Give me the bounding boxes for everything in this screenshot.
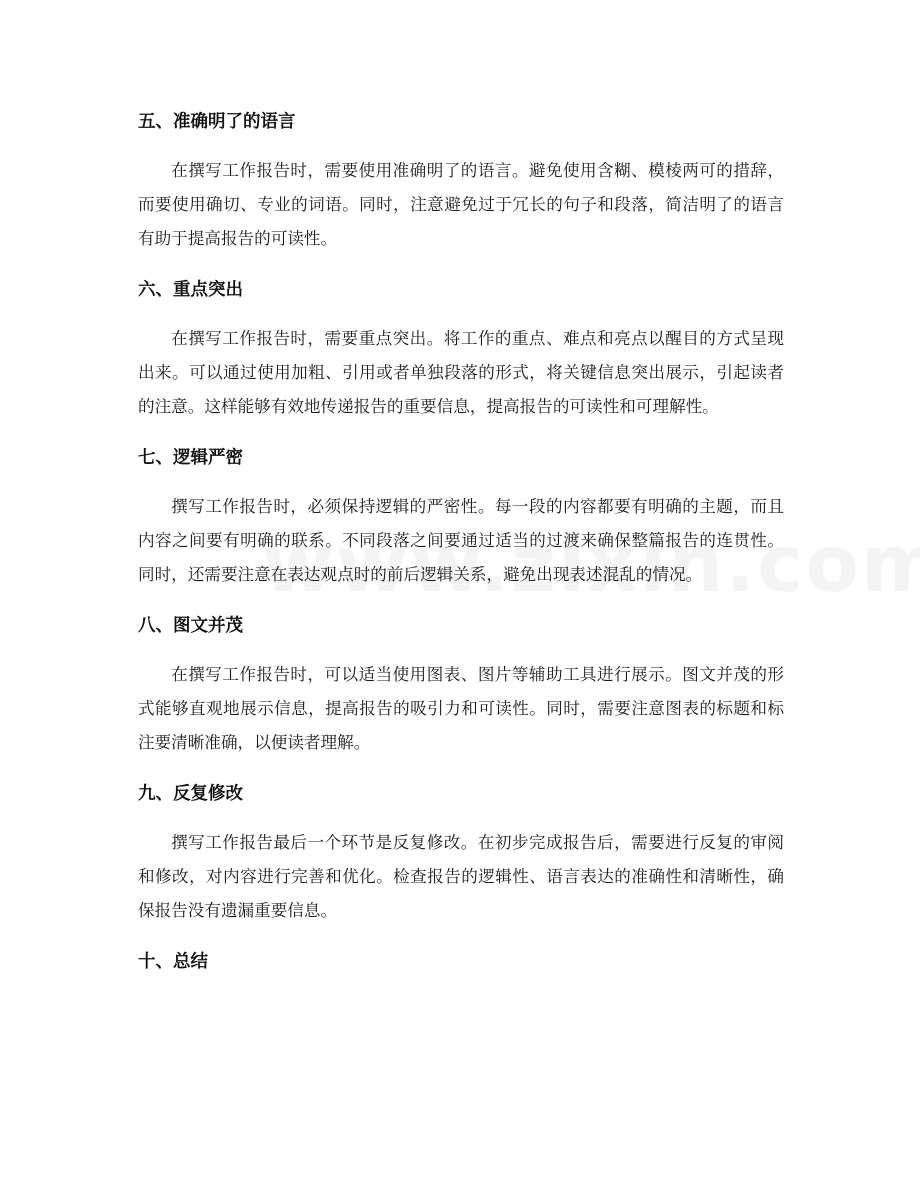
document-body xyxy=(138,102,784,982)
section-heading: 十、总结 xyxy=(138,952,208,972)
section-heading: 九、反复修改 xyxy=(138,784,243,804)
section-5 xyxy=(138,102,784,256)
section-paragraph: 在撰写工作报告时，需要使用准确明了的语言。避免使用含糊、模棱两可的措辞，而要使用确切、专业的词语。同时，注意避免过于冗长的句子和段落，简洁明了的语言有助于提高报告的可读性。 xyxy=(138,161,784,248)
section-heading: 五、准确明了的语言 xyxy=(138,112,296,132)
section-heading: 七、逻辑严密 xyxy=(138,448,243,468)
section-heading: 八、图文并茂 xyxy=(138,616,243,636)
section-paragraph: 在撰写工作报告时，需要重点突出。将工作的重点、难点和亮点以醒目的方式呈现出来。可以通过使用加粗、引用或者单独段落的形式，将关键信息突出展示，引起读者的注意。这样能够有效地传递报告的重要信息，提高报告的可读性和可理解性。 xyxy=(138,329,784,416)
section-6 xyxy=(138,270,784,424)
section-paragraph: 撰写工作报告最后一个环节是反复修改。在初步完成报告后，需要进行反复的审阅和修改，对内容进行完善和优化。检查报告的逻辑性、语言表达的准确性和清晰性，确保报告没有遗漏重要信息。 xyxy=(138,833,784,920)
section-heading: 六、重点突出 xyxy=(138,280,243,300)
section-10 xyxy=(138,942,784,982)
section-8 xyxy=(138,606,784,760)
section-9 xyxy=(138,774,784,928)
section-paragraph: 撰写工作报告时，必须保持逻辑的严密性。每一段的内容都要有明确的主题，而且内容之间要有明确的联系。不同段落之间要通过适当的过渡来确保整篇报告的连贯性。同时，还需要注意在表达观点时的前后逻辑关系，避免出现表述混乱的情况。 xyxy=(138,497,784,584)
section-7 xyxy=(138,438,784,592)
section-paragraph: 在撰写工作报告时，可以适当使用图表、图片等辅助工具进行展示。图文并茂的形式能够直观地展示信息，提高报告的吸引力和可读性。同时，需要注意图表的标题和标注要清晰准确，以便读者理解。 xyxy=(138,665,784,752)
